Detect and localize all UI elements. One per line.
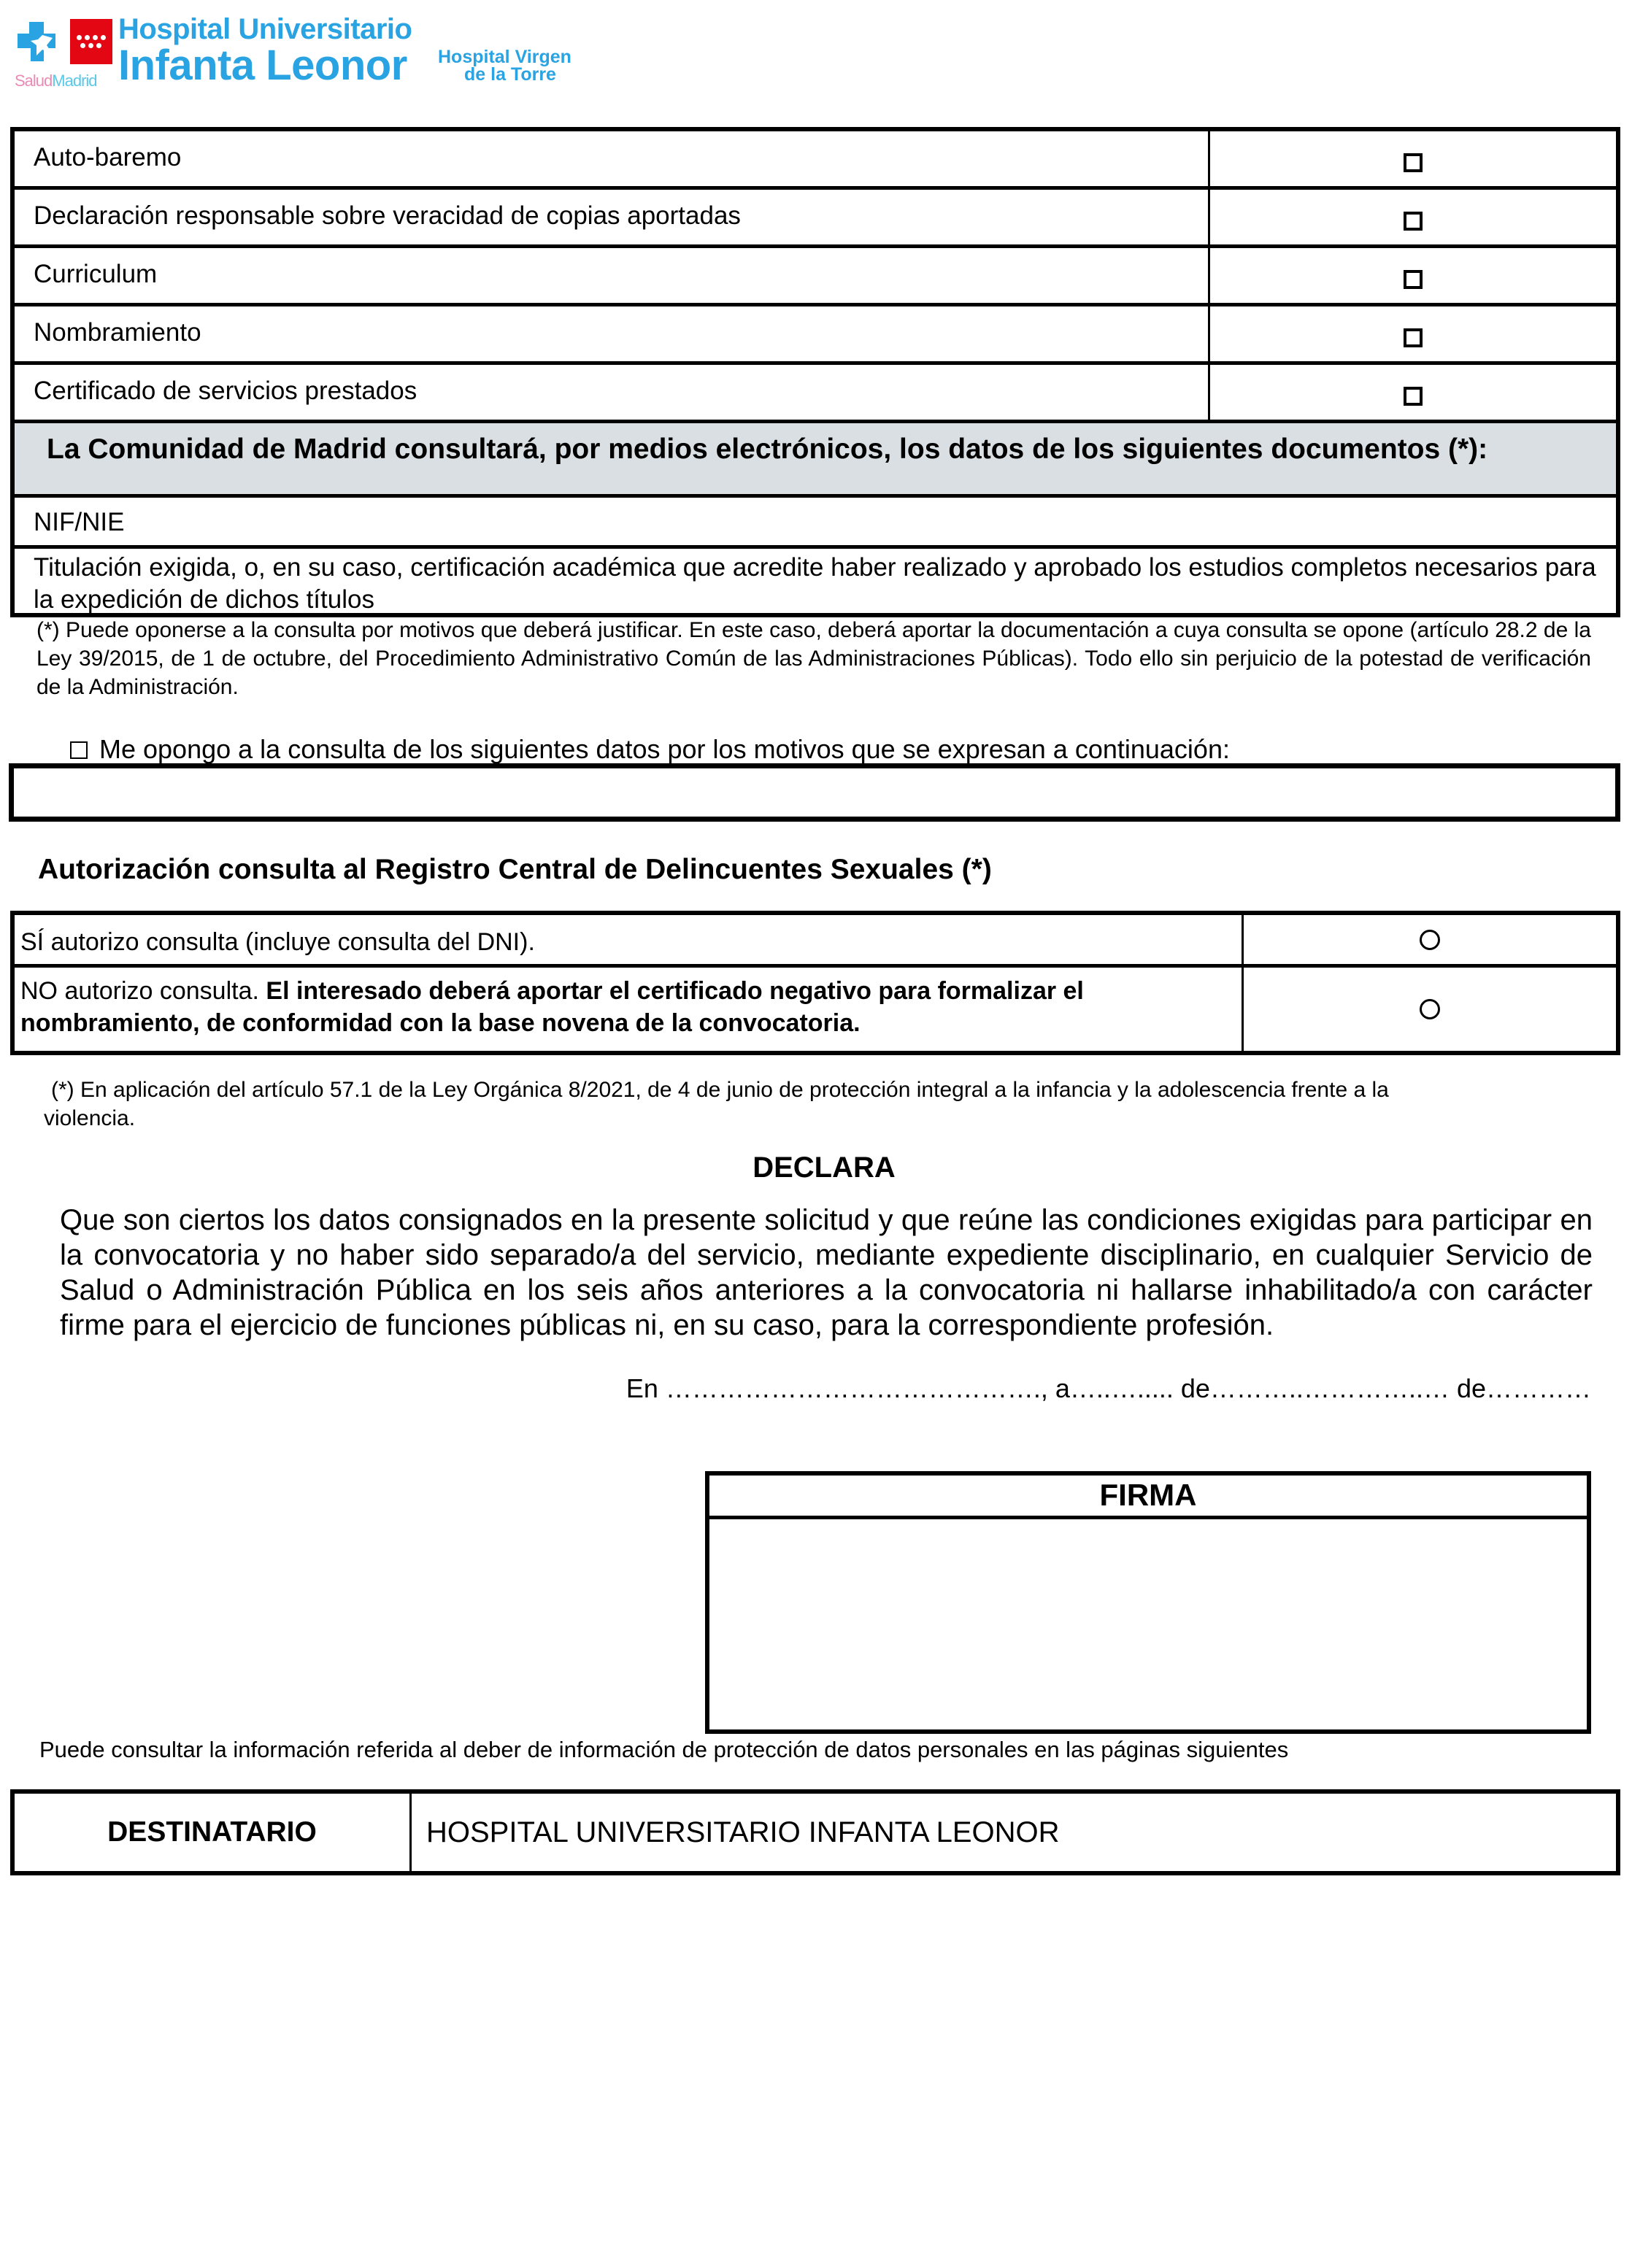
authorization-yes-label: SÍ autorizo consulta (incluye consulta del DNI). — [15, 915, 1244, 964]
hospital-logo — [15, 13, 598, 93]
declara-title: DECLARA — [753, 1152, 896, 1184]
signature-title: FIRMA — [709, 1476, 1587, 1519]
document-label: Auto-baremo — [15, 131, 1210, 186]
oppose-checkbox[interactable] — [70, 741, 88, 759]
document-checkbox[interactable] — [1404, 328, 1423, 347]
document-label: Curriculum — [15, 248, 1210, 303]
declaration-text: Que son ciertos los datos consignados en la presente solicitud y que reúne las condiciones exigidas para participar en la convocatoria y no haber sido separado/a del servicio, mediante expediente disciplinario, en cualquier Servicio de Salud o Administración Pública en los seis años anteriores a la convocatoria ni hallarse inhabilitado/a con carácter firme para el ejercicio de funciones públicas ni, en su caso, para la correspondiente profesión. — [60, 1204, 1593, 1341]
authorization-yes-radio[interactable] — [1420, 930, 1440, 950]
oppose-option[interactable] — [70, 734, 1230, 765]
document-label: Certificado de servicios prestados — [15, 365, 1210, 420]
oppose-reasons-field[interactable] — [9, 763, 1620, 822]
document-row — [15, 190, 1616, 248]
salud-madrid-cross-icon — [15, 19, 67, 72]
signature-area[interactable] — [709, 1519, 1587, 1724]
signature-box — [705, 1471, 1591, 1734]
document-checkbox[interactable] — [1404, 212, 1423, 231]
authorization-no-radio[interactable] — [1420, 999, 1440, 1019]
recipient-table — [10, 1789, 1620, 1875]
document-label: Declaración responsable sobre veracidad de copias aportadas — [15, 190, 1210, 244]
consulted-document: NIF/NIE — [15, 498, 1616, 549]
document-checkbox[interactable] — [1404, 270, 1423, 289]
secondary-hospital-line1: Hospital Virgen — [438, 47, 571, 67]
opposition-footnote: (*) Puede oponerse a la consulta por motivos que deberá justificar. En este caso, deberá aportar la documentación a cuya consulta se opone (artículo 28.2 de la Ley 39/2015, de 1 de octubre, del Procedimiento Administrativo Común de las Administraciones Públicas). Todo ello sin perjuicio de la potestad de verificación de la Administración. — [36, 618, 1591, 699]
place-date-line[interactable]: En ……………………………………., a…..…..... de………..…………..… de………… — [626, 1373, 1591, 1403]
document-row — [15, 131, 1616, 190]
document-row — [15, 306, 1616, 365]
recipient-label: DESTINATARIO — [15, 1794, 412, 1871]
documents-table — [10, 127, 1620, 617]
consulted-document: Titulación exigida, o, en su caso, certificación académica que acredite haber realizado y aprobado los estudios completos necesarios para la expedición de dichos títulos — [34, 553, 1596, 614]
oppose-label: Me opongo a la consulta de los siguientes datos por los motivos que se expresan a continuación: — [99, 734, 1230, 764]
salud-madrid-wordmark: SaludMadrid — [15, 72, 97, 90]
document-row — [15, 365, 1616, 423]
authorization-heading: Autorización consulta al Registro Central de Delincuentes Sexuales (*) — [38, 854, 992, 885]
authorization-table — [10, 911, 1620, 1055]
authorization-no-label: NO autorizo consulta. El interesado deberá aportar el certificado negativo para formalizar el nombramiento, de conformidad con la base novena de la convocatoria. — [15, 968, 1244, 1051]
document-checkbox[interactable] — [1404, 387, 1423, 406]
authorization-option-yes — [15, 915, 1616, 968]
secondary-hospital-line2: de la Torre — [464, 64, 556, 85]
hospital-name-line2: Infanta Leonor — [118, 42, 407, 89]
hospital-name-line1: Hospital Universitario — [118, 13, 412, 45]
document-label: Nombramiento — [15, 306, 1210, 361]
privacy-note: Puede consultar la información referida al deber de información de protección de datos personales en las páginas siguientes — [39, 1737, 1289, 1762]
document-checkbox[interactable] — [1404, 153, 1423, 172]
authorization-footnote: (*) En aplicación del artículo 57.1 de la Ley Orgánica 8/2021, de 4 de junio de protección integral a la infancia y la adolescencia frente a la violencia. — [44, 1078, 1389, 1130]
authorization-option-no — [15, 968, 1616, 1051]
recipient-value: HOSPITAL UNIVERSITARIO INFANTA LEONOR — [426, 1816, 1060, 1848]
consultation-band-title: La Comunidad de Madrid consultará, por medios electrónicos, los datos de los siguientes documentos (*): — [15, 423, 1616, 498]
madrid-flag-icon — [70, 19, 112, 64]
document-row — [15, 248, 1616, 306]
